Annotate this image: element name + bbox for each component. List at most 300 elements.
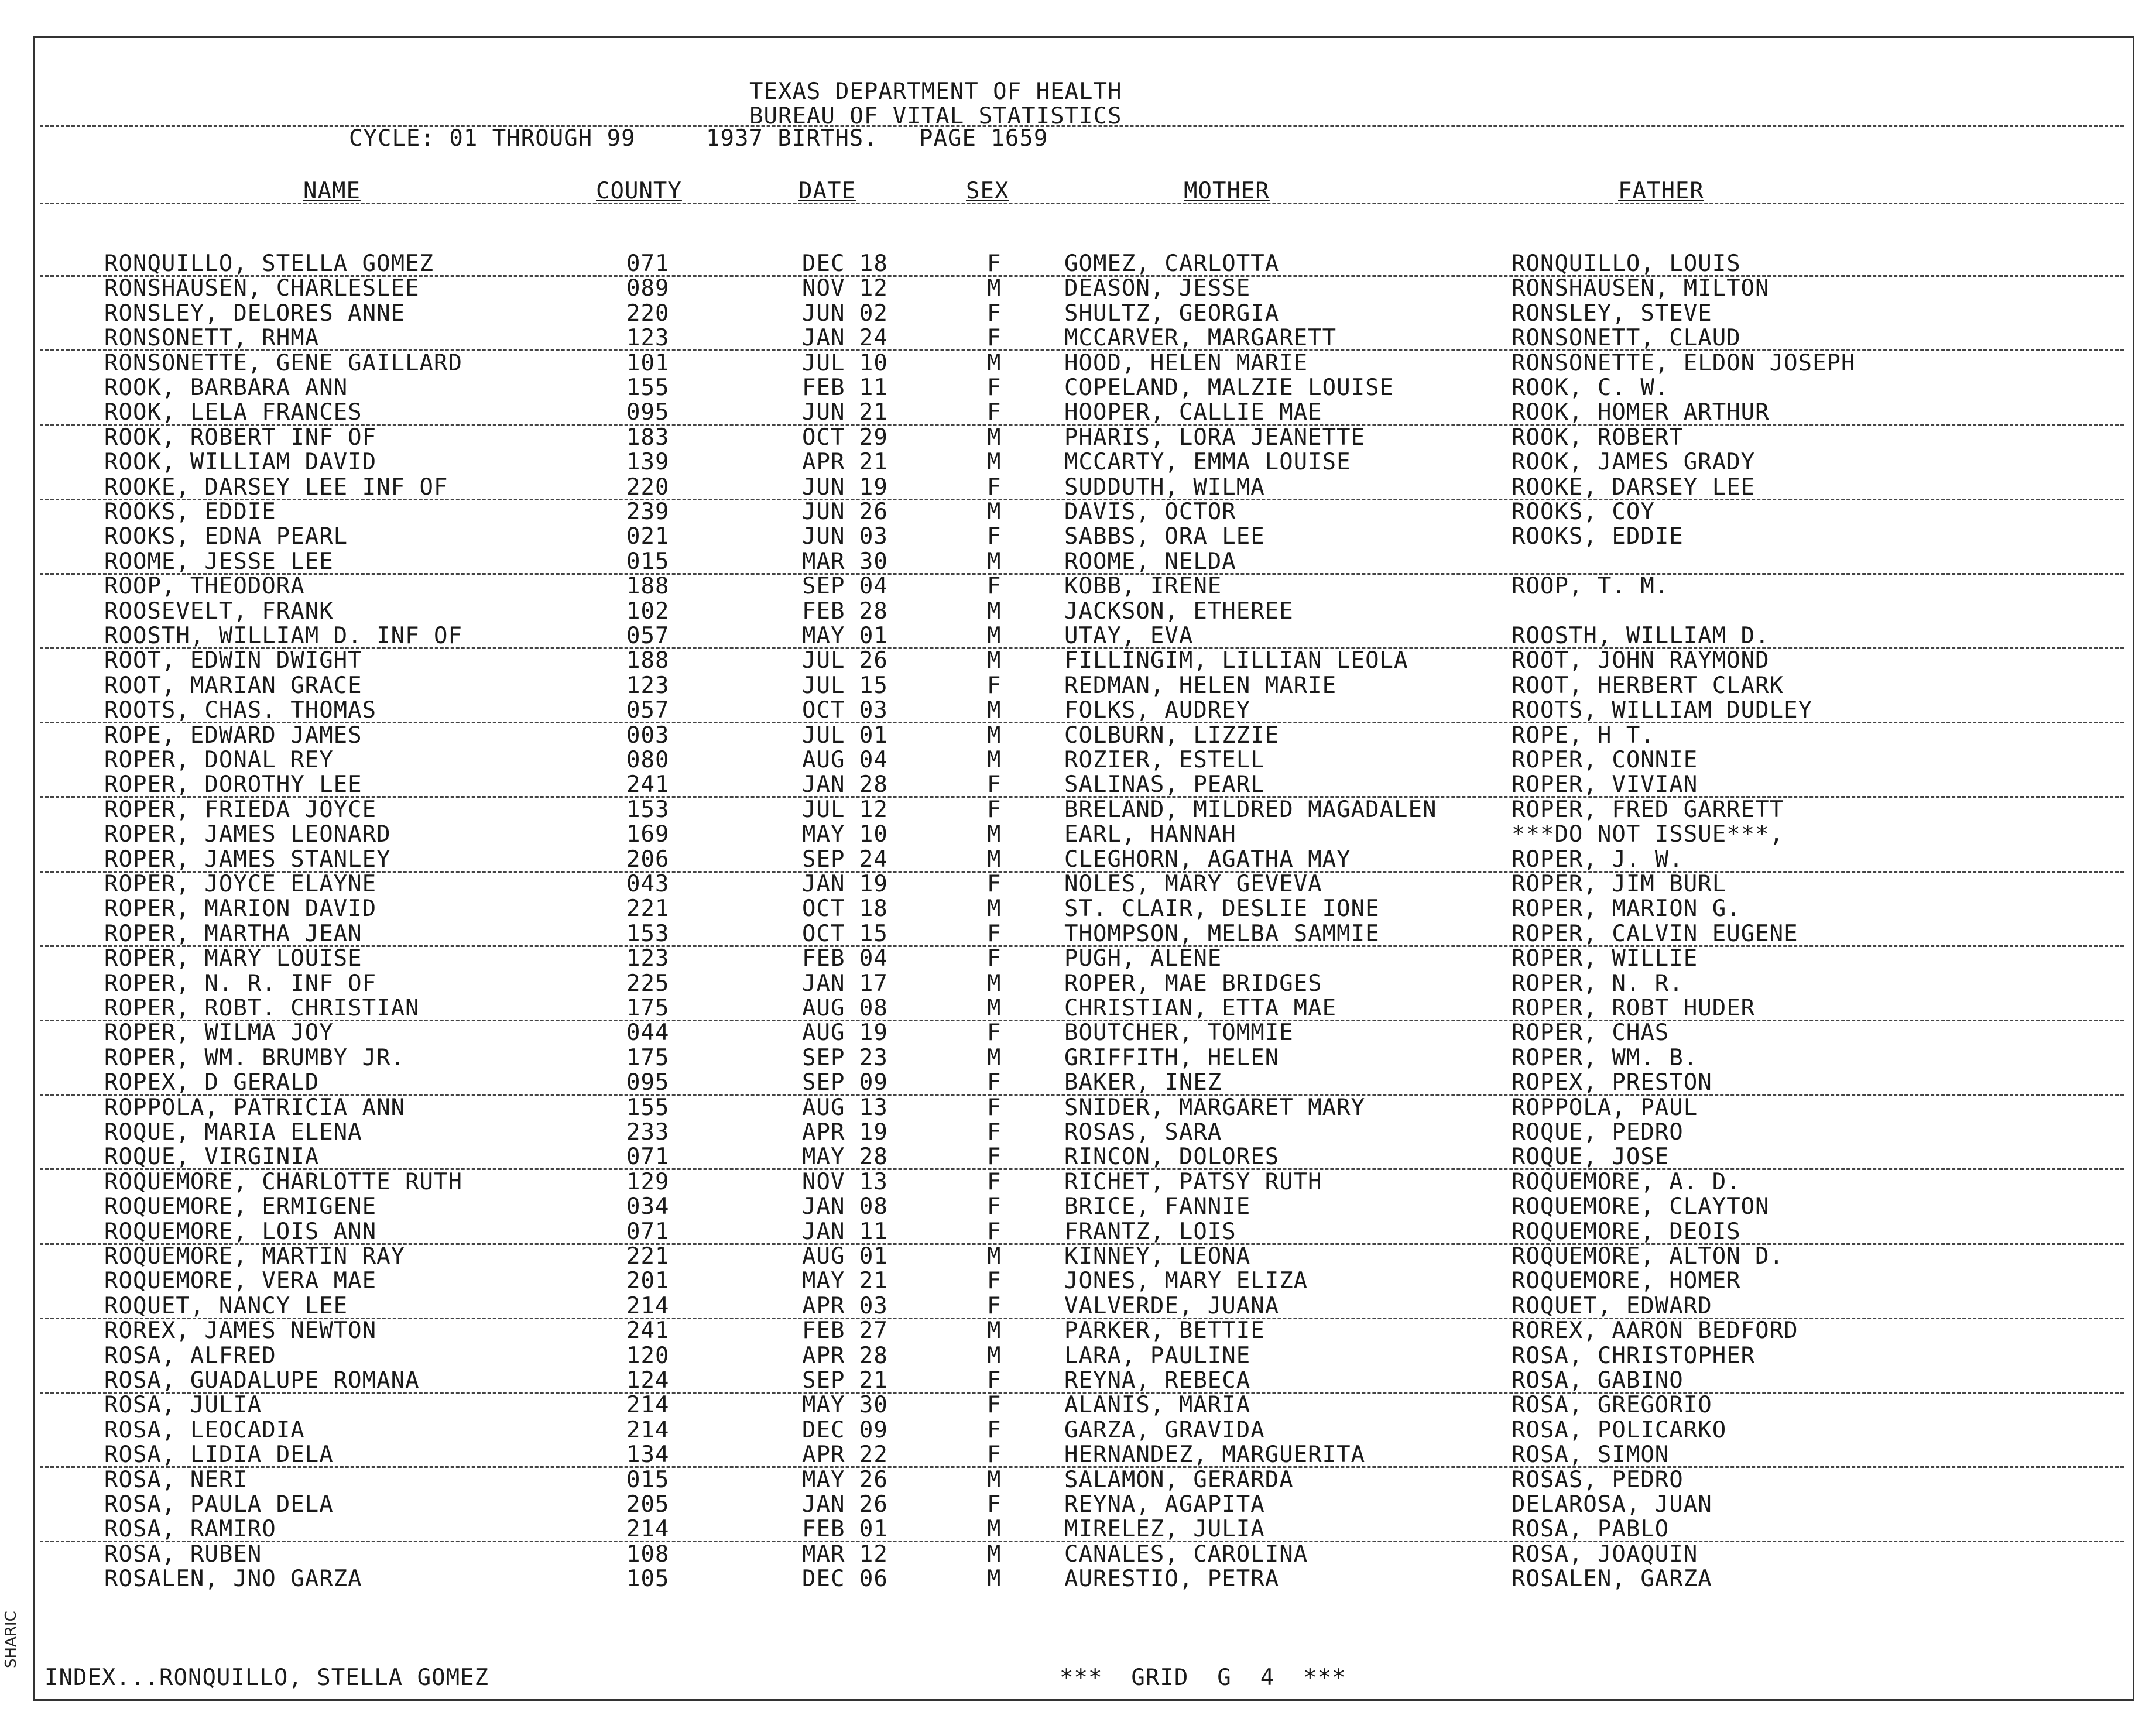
county-cell: 021 xyxy=(626,523,670,550)
name-cell: RONSONETT, RHMA xyxy=(104,325,320,352)
date-cell: JAN 26 xyxy=(802,1491,888,1518)
mother-cell: MCCARTY, EMMA LOUISE xyxy=(1064,449,1351,476)
header-year-births: 1937 BIRTHS. xyxy=(706,125,878,152)
county-cell: 123 xyxy=(626,325,670,352)
father-cell: ROSA, JOAQUIN xyxy=(1512,1541,1698,1567)
date-cell: JAN 11 xyxy=(802,1218,888,1245)
father-cell: ROPER, JIM BURL xyxy=(1512,871,1727,897)
county-cell: 123 xyxy=(626,945,670,972)
mother-cell: ALANIS, MARIA xyxy=(1064,1392,1251,1419)
name-cell: ROSA, NERI xyxy=(104,1466,248,1493)
county-cell: 129 xyxy=(626,1168,670,1195)
sex-cell: F xyxy=(987,1069,1002,1096)
mother-cell: ROOME, NELDA xyxy=(1064,548,1236,575)
father-cell: DELAROSA, JUAN xyxy=(1512,1491,1712,1518)
county-cell: 044 xyxy=(626,1020,670,1047)
date-cell: DEC 18 xyxy=(802,251,888,277)
father-cell: ROPER, J. W. xyxy=(1512,846,1684,873)
date-cell: JAN 08 xyxy=(802,1193,888,1220)
sex-cell: F xyxy=(987,1268,1002,1295)
mother-cell: JACKSON, ETHEREE xyxy=(1064,598,1294,625)
sex-cell: F xyxy=(987,325,1002,352)
mother-cell: RICHET, PATSY RUTH xyxy=(1064,1168,1322,1195)
sex-cell: M xyxy=(987,623,1002,649)
date-cell: MAY 28 xyxy=(802,1144,888,1171)
county-cell: 101 xyxy=(626,349,670,376)
date-cell: JUN 02 xyxy=(802,300,888,327)
sex-cell: F xyxy=(987,1491,1002,1518)
mother-cell: GOMEZ, CARLOTTA xyxy=(1064,251,1280,277)
county-cell: 071 xyxy=(626,1218,670,1245)
sex-cell: F xyxy=(987,1442,1002,1469)
father-cell: ROOP, T. M. xyxy=(1512,573,1670,600)
county-cell: 233 xyxy=(626,1119,670,1145)
county-cell: 015 xyxy=(626,548,670,575)
county-cell: 089 xyxy=(626,275,670,302)
mother-cell: MCCARVER, MARGARETT xyxy=(1064,325,1337,352)
mother-cell: REYNA, REBECA xyxy=(1064,1367,1251,1394)
mother-cell: SABBS, ORA LEE xyxy=(1064,523,1265,550)
sex-cell: M xyxy=(987,846,1002,873)
county-cell: 241 xyxy=(626,1318,670,1344)
mother-cell: CLEGHORN, AGATHA MAY xyxy=(1064,846,1351,873)
sex-cell: F xyxy=(987,1119,1002,1145)
father-cell: ROQUEMORE, A. D. xyxy=(1512,1168,1741,1195)
col-header-date: DATE xyxy=(798,178,856,204)
sex-cell: M xyxy=(987,722,1002,749)
sex-cell: M xyxy=(987,1243,1002,1270)
father-cell: ROREX, AARON BEDFORD xyxy=(1512,1318,1798,1344)
name-cell: ROQUEMORE, ERMIGENE xyxy=(104,1193,377,1220)
name-cell: ROPER, JOYCE ELAYNE xyxy=(104,871,377,897)
sex-cell: F xyxy=(987,796,1002,823)
county-cell: 071 xyxy=(626,251,670,277)
name-cell: ROOT, EDWIN DWIGHT xyxy=(104,647,362,674)
name-cell: ROOKS, EDDIE xyxy=(104,499,276,525)
name-cell: ROOME, JESSE LEE xyxy=(104,548,334,575)
name-cell: ROQUEMORE, LOIS ANN xyxy=(104,1218,377,1245)
father-cell: ROQUET, EDWARD xyxy=(1512,1292,1712,1319)
header-cycle: CYCLE: 01 THROUGH 99 xyxy=(349,125,636,152)
name-cell: ROQUEMORE, CHARLOTTE RUTH xyxy=(104,1168,462,1195)
footer-index-name: RONQUILLO, STELLA GOMEZ xyxy=(159,1665,489,1691)
father-cell: ROOK, ROBERT xyxy=(1512,424,1684,451)
father-cell: ROQUE, PEDRO xyxy=(1512,1119,1684,1145)
father-cell: RONSLEY, STEVE xyxy=(1512,300,1712,327)
col-header-county: COUNTY xyxy=(596,178,682,204)
mother-cell: COLBURN, LIZZIE xyxy=(1064,722,1280,749)
name-cell: ROQUE, MARIA ELENA xyxy=(104,1119,362,1145)
mother-cell: FRANTZ, LOIS xyxy=(1064,1218,1236,1245)
county-cell: 183 xyxy=(626,424,670,451)
father-cell: ROSA, POLICARKO xyxy=(1512,1416,1727,1443)
date-cell: AUG 01 xyxy=(802,1243,888,1270)
date-cell: JUL 26 xyxy=(802,647,888,674)
date-cell: JUN 03 xyxy=(802,523,888,550)
mother-cell: SNIDER, MARGARET MARY xyxy=(1064,1094,1366,1121)
name-cell: ROQUEMORE, VERA MAE xyxy=(104,1268,377,1295)
county-cell: 241 xyxy=(626,771,670,798)
sex-cell: M xyxy=(987,747,1002,773)
name-cell: ROQUET, NANCY LEE xyxy=(104,1292,348,1319)
sex-cell: M xyxy=(987,548,1002,575)
sex-cell: F xyxy=(987,1292,1002,1319)
sex-cell: F xyxy=(987,920,1002,947)
mother-cell: CANALES, CAROLINA xyxy=(1064,1541,1308,1567)
sex-cell: F xyxy=(987,1193,1002,1220)
col-header-mother: MOTHER xyxy=(1184,178,1270,204)
date-cell: DEC 06 xyxy=(802,1566,888,1593)
col-header-father: FATHER xyxy=(1618,178,1704,204)
name-cell: ROOP, THEODORA xyxy=(104,573,305,600)
father-cell: ROPER, CONNIE xyxy=(1512,747,1698,773)
mother-cell: ROPER, MAE BRIDGES xyxy=(1064,970,1322,997)
name-cell: ROPER, JAMES LEONARD xyxy=(104,821,391,848)
name-cell: ROPEX, D GERALD xyxy=(104,1069,320,1096)
mother-cell: VALVERDE, JUANA xyxy=(1064,1292,1280,1319)
father-cell: ROQUEMORE, HOMER xyxy=(1512,1268,1741,1295)
name-cell: ROPER, DOROTHY LEE xyxy=(104,771,362,798)
father-cell: ROPER, WM. B. xyxy=(1512,1044,1698,1071)
father-cell: RONSONETT, CLAUD xyxy=(1512,325,1741,352)
mother-cell: SALINAS, PEARL xyxy=(1064,771,1265,798)
sex-cell: F xyxy=(987,672,1002,699)
mother-cell: ROZIER, ESTELL xyxy=(1064,747,1265,773)
father-cell: ROPER, FRED GARRETT xyxy=(1512,796,1784,823)
mother-cell: MIRELEZ, JULIA xyxy=(1064,1516,1265,1543)
county-cell: 175 xyxy=(626,1044,670,1071)
date-cell: MAR 12 xyxy=(802,1541,888,1567)
county-cell: 214 xyxy=(626,1416,670,1443)
date-cell: JAN 17 xyxy=(802,970,888,997)
sex-cell: F xyxy=(987,1416,1002,1443)
name-cell: ROREX, JAMES NEWTON xyxy=(104,1318,377,1344)
footer-index-label: INDEX... xyxy=(44,1665,159,1691)
name-cell: ROPER, MARTHA JEAN xyxy=(104,920,362,947)
date-cell: SEP 24 xyxy=(802,846,888,873)
sex-cell: M xyxy=(987,821,1002,848)
sex-cell: M xyxy=(987,1516,1002,1543)
mother-cell: REYNA, AGAPITA xyxy=(1064,1491,1265,1518)
date-cell: APR 19 xyxy=(802,1119,888,1145)
sex-cell: M xyxy=(987,970,1002,997)
name-cell: ROPER, MARION DAVID xyxy=(104,896,377,922)
county-cell: 120 xyxy=(626,1342,670,1369)
sex-cell: M xyxy=(987,424,1002,451)
footer-grid: *** GRID G 4 *** xyxy=(1060,1665,1346,1691)
mother-cell: SALAMON, GERARDA xyxy=(1064,1466,1294,1493)
date-cell: JUL 10 xyxy=(802,349,888,376)
father-cell: ROOK, C. W. xyxy=(1512,375,1670,401)
county-cell: 134 xyxy=(626,1442,670,1469)
county-cell: 123 xyxy=(626,672,670,699)
name-cell: ROPER, N. R. INF OF xyxy=(104,970,377,997)
sex-cell: F xyxy=(987,573,1002,600)
mother-cell: REDMAN, HELEN MARIE xyxy=(1064,672,1337,699)
date-cell: FEB 01 xyxy=(802,1516,888,1543)
name-cell: RONQUILLO, STELLA GOMEZ xyxy=(104,251,434,277)
date-cell: DEC 09 xyxy=(802,1416,888,1443)
father-cell: RONQUILLO, LOUIS xyxy=(1512,251,1741,277)
father-cell: ROOK, JAMES GRADY xyxy=(1512,449,1756,476)
date-cell: OCT 29 xyxy=(802,424,888,451)
date-cell: AUG 19 xyxy=(802,1020,888,1047)
date-cell: APR 21 xyxy=(802,449,888,476)
mother-cell: GRIFFITH, HELEN xyxy=(1064,1044,1280,1071)
sex-cell: M xyxy=(987,1044,1002,1071)
header-bureau: BUREAU OF VITAL STATISTICS xyxy=(749,103,1122,129)
father-cell: ROQUEMORE, DEOIS xyxy=(1512,1218,1741,1245)
sex-cell: F xyxy=(987,1168,1002,1195)
father-cell: ROOTS, WILLIAM DUDLEY xyxy=(1512,697,1813,724)
father-cell: ROPER, MARION G. xyxy=(1512,896,1741,922)
name-cell: ROSA, JULIA xyxy=(104,1392,262,1419)
sex-cell: M xyxy=(987,995,1002,1021)
county-cell: 175 xyxy=(626,995,670,1021)
father-cell: ROPER, ROBT HUDER xyxy=(1512,995,1756,1021)
father-cell: ROOT, JOHN RAYMOND xyxy=(1512,647,1770,674)
name-cell: ROSA, LEOCADIA xyxy=(104,1416,305,1443)
mother-cell: HOOPER, CALLIE MAE xyxy=(1064,399,1322,426)
father-cell: ***DO NOT ISSUE***, xyxy=(1512,821,1784,848)
date-cell: AUG 13 xyxy=(802,1094,888,1121)
sex-cell: F xyxy=(987,1367,1002,1394)
mother-cell: KINNEY, LEONA xyxy=(1064,1243,1251,1270)
father-cell: ROQUE, JOSE xyxy=(1512,1144,1670,1171)
mother-cell: BRELAND, MILDRED MAGADALEN xyxy=(1064,796,1437,823)
name-cell: ROPPOLA, PATRICIA ANN xyxy=(104,1094,406,1121)
name-cell: ROOK, BARBARA ANN xyxy=(104,375,348,401)
date-cell: SEP 21 xyxy=(802,1367,888,1394)
date-cell: SEP 09 xyxy=(802,1069,888,1096)
county-cell: 057 xyxy=(626,697,670,724)
father-cell: ROQUEMORE, ALTON D. xyxy=(1512,1243,1784,1270)
county-cell: 057 xyxy=(626,623,670,649)
father-cell: ROPER, WILLIE xyxy=(1512,945,1698,972)
sex-cell: F xyxy=(987,1094,1002,1121)
mother-cell: KOBB, IRENE xyxy=(1064,573,1222,600)
name-cell: ROSA, RAMIRO xyxy=(104,1516,276,1543)
county-cell: 225 xyxy=(626,970,670,997)
county-cell: 153 xyxy=(626,920,670,947)
mother-cell: EARL, HANNAH xyxy=(1064,821,1236,848)
county-cell: 214 xyxy=(626,1292,670,1319)
father-cell: ROSA, GABINO xyxy=(1512,1367,1684,1394)
sex-cell: F xyxy=(987,523,1002,550)
date-cell: JUL 01 xyxy=(802,722,888,749)
date-cell: FEB 11 xyxy=(802,375,888,401)
father-cell: RONSONETTE, ELDON JOSEPH xyxy=(1512,349,1856,376)
county-cell: 139 xyxy=(626,449,670,476)
sex-cell: F xyxy=(987,474,1002,500)
mother-cell: ROSAS, SARA xyxy=(1064,1119,1222,1145)
mother-cell: JONES, MARY ELIZA xyxy=(1064,1268,1308,1295)
father-cell: ROOK, HOMER ARTHUR xyxy=(1512,399,1770,426)
date-cell: JUN 21 xyxy=(802,399,888,426)
name-cell: ROSA, ALFRED xyxy=(104,1342,276,1369)
name-cell: ROPER, ROBT. CHRISTIAN xyxy=(104,995,420,1021)
father-cell: ROOKE, DARSEY LEE xyxy=(1512,474,1756,500)
father-cell: ROPEX, PRESTON xyxy=(1512,1069,1712,1096)
name-cell: ROOK, WILLIAM DAVID xyxy=(104,449,377,476)
sex-cell: M xyxy=(987,275,1002,302)
father-cell: ROPER, N. R. xyxy=(1512,970,1684,997)
mother-cell: HOOD, HELEN MARIE xyxy=(1064,349,1308,376)
sex-cell: F xyxy=(987,771,1002,798)
county-cell: 124 xyxy=(626,1367,670,1394)
county-cell: 205 xyxy=(626,1491,670,1518)
mother-cell: BRICE, FANNIE xyxy=(1064,1193,1251,1220)
date-cell: APR 03 xyxy=(802,1292,888,1319)
mother-cell: SHULTZ, GEORGIA xyxy=(1064,300,1280,327)
header-dept: TEXAS DEPARTMENT OF HEALTH xyxy=(749,78,1122,105)
date-cell: MAY 21 xyxy=(802,1268,888,1295)
sex-cell: M xyxy=(987,1318,1002,1344)
father-cell: RONSHAUSEN, MILTON xyxy=(1512,275,1770,302)
county-cell: 214 xyxy=(626,1392,670,1419)
county-cell: 071 xyxy=(626,1144,670,1171)
mother-cell: DAVIS, OCTOR xyxy=(1064,499,1236,525)
county-cell: 043 xyxy=(626,871,670,897)
date-cell: OCT 18 xyxy=(802,896,888,922)
sex-cell: F xyxy=(987,300,1002,327)
date-cell: SEP 04 xyxy=(802,573,888,600)
mother-cell: NOLES, MARY GEVEVA xyxy=(1064,871,1322,897)
county-cell: 153 xyxy=(626,796,670,823)
mother-cell: LARA, PAULINE xyxy=(1064,1342,1251,1369)
county-cell: 220 xyxy=(626,300,670,327)
county-cell: 201 xyxy=(626,1268,670,1295)
father-cell: ROPPOLA, PAUL xyxy=(1512,1094,1698,1121)
name-cell: ROPER, JAMES STANLEY xyxy=(104,846,391,873)
name-cell: ROOKS, EDNA PEARL xyxy=(104,523,348,550)
mother-cell: FILLINGIM, LILLIAN LEOLA xyxy=(1064,647,1408,674)
county-cell: 239 xyxy=(626,499,670,525)
father-cell: ROSAS, PEDRO xyxy=(1512,1466,1684,1493)
mother-cell: AURESTIO, PETRA xyxy=(1064,1566,1280,1593)
sex-cell: M xyxy=(987,1541,1002,1567)
father-cell: ROSA, CHRISTOPHER xyxy=(1512,1342,1756,1369)
father-cell: ROOKS, EDDIE xyxy=(1512,523,1684,550)
name-cell: ROPER, DONAL REY xyxy=(104,747,334,773)
father-cell: ROQUEMORE, CLAYTON xyxy=(1512,1193,1770,1220)
name-cell: ROOSTH, WILLIAM D. INF OF xyxy=(104,623,462,649)
name-cell: ROOK, LELA FRANCES xyxy=(104,399,362,426)
county-cell: 220 xyxy=(626,474,670,500)
county-cell: 105 xyxy=(626,1566,670,1593)
father-cell: ROSALEN, GARZA xyxy=(1512,1566,1712,1593)
name-cell: ROSA, GUADALUPE ROMANA xyxy=(104,1367,420,1394)
mother-cell: COPELAND, MALZIE LOUISE xyxy=(1064,375,1394,401)
date-cell: FEB 27 xyxy=(802,1318,888,1344)
sex-cell: M xyxy=(987,697,1002,724)
mother-cell: ST. CLAIR, DESLIE IONE xyxy=(1064,896,1380,922)
name-cell: ROSA, PAULA DELA xyxy=(104,1491,334,1518)
name-cell: ROOK, ROBERT INF OF xyxy=(104,424,377,451)
name-cell: ROQUEMORE, MARTIN RAY xyxy=(104,1243,406,1270)
county-cell: 188 xyxy=(626,647,670,674)
name-cell: ROOKE, DARSEY LEE INF OF xyxy=(104,474,448,500)
county-cell: 214 xyxy=(626,1516,670,1543)
sex-cell: F xyxy=(987,1020,1002,1047)
name-cell: ROSALEN, JNO GARZA xyxy=(104,1566,362,1593)
mother-cell: SUDDUTH, WILMA xyxy=(1064,474,1265,500)
sex-cell: F xyxy=(987,1392,1002,1419)
date-cell: JAN 28 xyxy=(802,771,888,798)
date-cell: MAY 10 xyxy=(802,821,888,848)
sex-cell: F xyxy=(987,871,1002,897)
sex-cell: F xyxy=(987,399,1002,426)
date-cell: OCT 15 xyxy=(802,920,888,947)
sex-cell: F xyxy=(987,1144,1002,1171)
sex-cell: M xyxy=(987,1342,1002,1369)
date-cell: NOV 12 xyxy=(802,275,888,302)
county-cell: 095 xyxy=(626,399,670,426)
date-cell: JAN 19 xyxy=(802,871,888,897)
date-cell: MAY 01 xyxy=(802,623,888,649)
divider xyxy=(40,203,2124,204)
date-cell: APR 22 xyxy=(802,1442,888,1469)
name-cell: ROSA, LIDIA DELA xyxy=(104,1442,334,1469)
sex-cell: M xyxy=(987,1466,1002,1493)
county-cell: 102 xyxy=(626,598,670,625)
mother-cell: BOUTCHER, TOMMIE xyxy=(1064,1020,1294,1047)
sex-cell: M xyxy=(987,499,1002,525)
mother-cell: DEASON, JESSE xyxy=(1064,275,1251,302)
county-cell: 080 xyxy=(626,747,670,773)
sex-cell: M xyxy=(987,349,1002,376)
name-cell: ROOTS, CHAS. THOMAS xyxy=(104,697,377,724)
date-cell: JUN 26 xyxy=(802,499,888,525)
mother-cell: GARZA, GRAVIDA xyxy=(1064,1416,1265,1443)
sex-cell: F xyxy=(987,1218,1002,1245)
name-cell: ROPER, WILMA JOY xyxy=(104,1020,334,1047)
father-cell: ROOKS, COY xyxy=(1512,499,1655,525)
name-cell: ROOT, MARIAN GRACE xyxy=(104,672,362,699)
mother-cell: CHRISTIAN, ETTA MAE xyxy=(1064,995,1337,1021)
name-cell: RONSLEY, DELORES ANNE xyxy=(104,300,406,327)
name-cell: ROPER, FRIEDA JOYCE xyxy=(104,796,377,823)
date-cell: JUN 19 xyxy=(802,474,888,500)
mother-cell: FOLKS, AUDREY xyxy=(1064,697,1251,724)
mother-cell: HERNANDEZ, MARGUERITA xyxy=(1064,1442,1366,1469)
father-cell: ROPER, CALVIN EUGENE xyxy=(1512,920,1798,947)
date-cell: FEB 04 xyxy=(802,945,888,972)
name-cell: ROPE, EDWARD JAMES xyxy=(104,722,362,749)
county-cell: 206 xyxy=(626,846,670,873)
sex-cell: F xyxy=(987,945,1002,972)
county-cell: 221 xyxy=(626,1243,670,1270)
side-label: SHARIC xyxy=(2,1611,20,1668)
date-cell: JUL 12 xyxy=(802,796,888,823)
county-cell: 095 xyxy=(626,1069,670,1096)
father-cell: ROPE, H T. xyxy=(1512,722,1655,749)
father-cell: ROSA, GREGORIO xyxy=(1512,1392,1712,1419)
sex-cell: F xyxy=(987,251,1002,277)
name-cell: ROPER, MARY LOUISE xyxy=(104,945,362,972)
father-cell: ROOT, HERBERT CLARK xyxy=(1512,672,1784,699)
mother-cell: RINCON, DOLORES xyxy=(1064,1144,1280,1171)
col-header-sex: SEX xyxy=(966,178,1009,204)
county-cell: 155 xyxy=(626,375,670,401)
sex-cell: M xyxy=(987,647,1002,674)
county-cell: 169 xyxy=(626,821,670,848)
mother-cell: PARKER, BETTIE xyxy=(1064,1318,1265,1344)
name-cell: RONSONETTE, GENE GAILLARD xyxy=(104,349,462,376)
county-cell: 003 xyxy=(626,722,670,749)
father-cell: ROSA, PABLO xyxy=(1512,1516,1670,1543)
county-cell: 221 xyxy=(626,896,670,922)
